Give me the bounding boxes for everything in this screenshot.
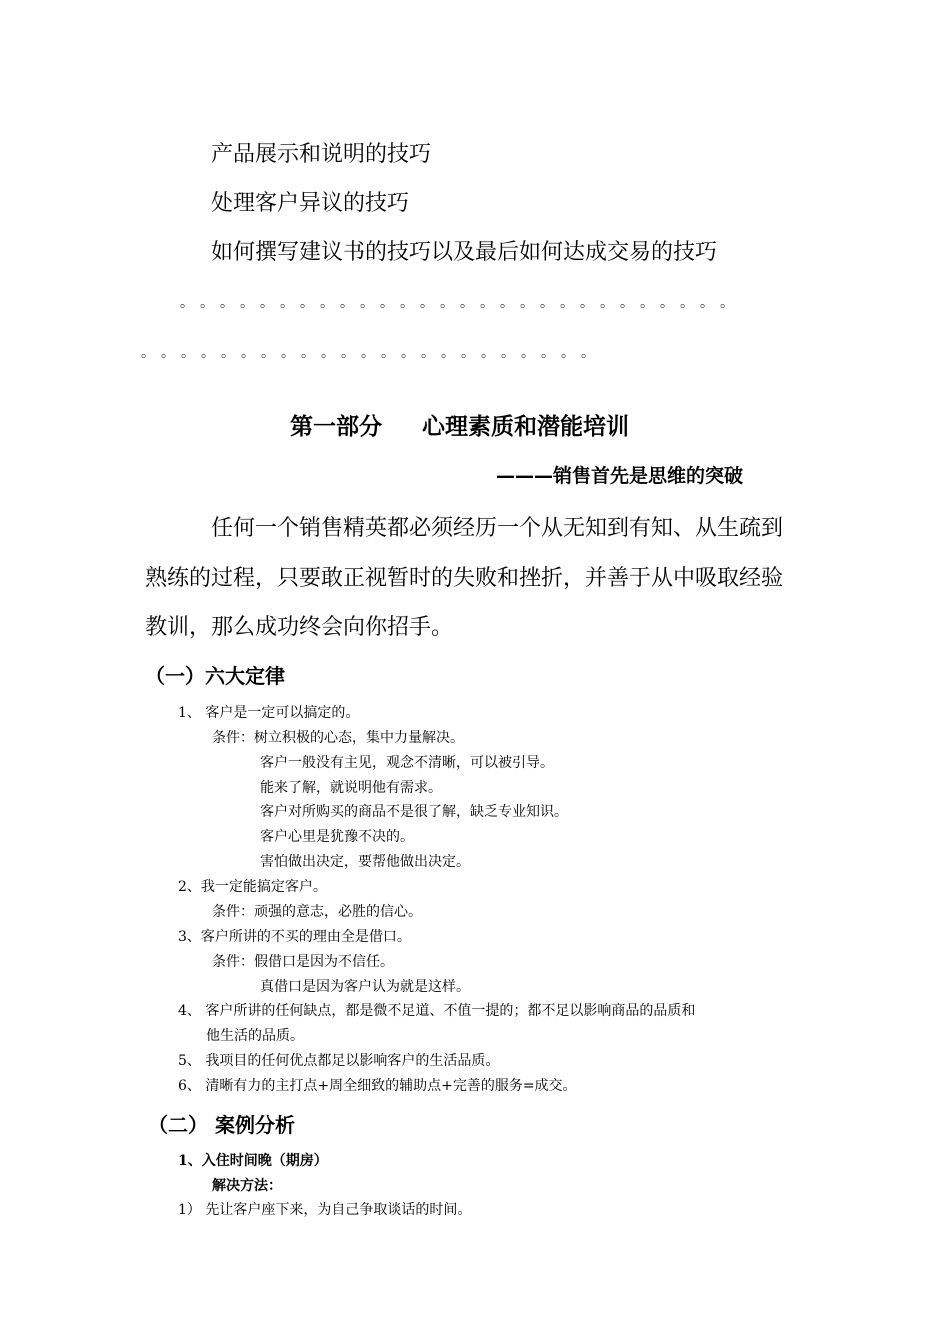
rule-item: 2、我一定能搞定客户。	[178, 879, 327, 895]
dots-line: 。。。。。。。。。。。。。。。。。。。。。。。。。。。。	[180, 295, 747, 311]
rule-condition: 条件：树立积极的心态，集中力量解决。	[212, 730, 464, 746]
intro-line: 产品展示和说明的技巧	[211, 142, 432, 167]
section-heading: （一）六大定律	[145, 664, 285, 688]
rule-condition: 条件：假借口是因为不信任。	[212, 954, 394, 970]
rule-item: 4、 客户所讲的任何缺点，都是微不足道、不值一提的；都不足以影响商品的品质和	[178, 1003, 696, 1019]
rule-condition: 客户一般没有主见，观念不清晰，可以被引导。	[260, 755, 554, 771]
rule-item: 6、 清晰有力的主打点+周全细致的辅助点+完善的服务=成交。	[178, 1078, 577, 1094]
dots-line: 。。。。。。。。。。。。。。。。。。。。。。。	[141, 345, 608, 361]
paragraph-line: 任何一个销售精英都必须经历一个从无知到有知、从生疏到	[211, 516, 784, 541]
rule-item-continued: 他生活的品质。	[206, 1028, 304, 1044]
paragraph-line: 教训，那么成功终会向你招手。	[145, 615, 454, 640]
part-title-label: 第一部分	[290, 414, 382, 440]
rule-condition: 客户心里是犹豫不决的。	[260, 829, 414, 845]
case-title: 1、入住时间晚（期房）	[178, 1153, 328, 1169]
rule-condition: 客户对所购买的商品不是很了解，缺乏专业知识。	[260, 804, 568, 820]
rule-item: 3、客户所讲的不买的理由全是借口。	[178, 929, 411, 945]
intro-line: 如何撰写建议书的技巧以及最后如何达成交易的技巧	[211, 240, 718, 265]
method-line: 1） 先让客户座下来，为自己争取谈话的时间。	[178, 1202, 472, 1218]
rule-item: 1、 客户是一定可以搞定的。	[178, 705, 360, 721]
intro-line: 处理客户异议的技巧	[211, 191, 410, 216]
method-label: 解决方法：	[212, 1178, 282, 1194]
rule-item: 5、 我项目的任何优点都足以影响客户的生活品质。	[178, 1053, 500, 1069]
subtitle: ———销售首先是思维的突破	[496, 465, 744, 487]
rule-condition: 能来了解，就说明他有需求。	[260, 780, 442, 796]
rule-condition: 条件：顽强的意志，必胜的信心。	[212, 904, 422, 920]
paragraph-line: 熟练的过程，只要敢正视暂时的失败和挫折，并善于从中吸取经验	[145, 566, 784, 591]
section-heading: （二） 案例分析	[148, 1113, 295, 1137]
rule-condition: 害怕做出决定，要帮他做出决定。	[260, 854, 470, 870]
part-title-text: 心理素质和潜能培训	[422, 414, 629, 440]
rule-condition: 真借口是因为客户认为就是这样。	[260, 979, 470, 995]
part-title	[290, 408, 629, 441]
